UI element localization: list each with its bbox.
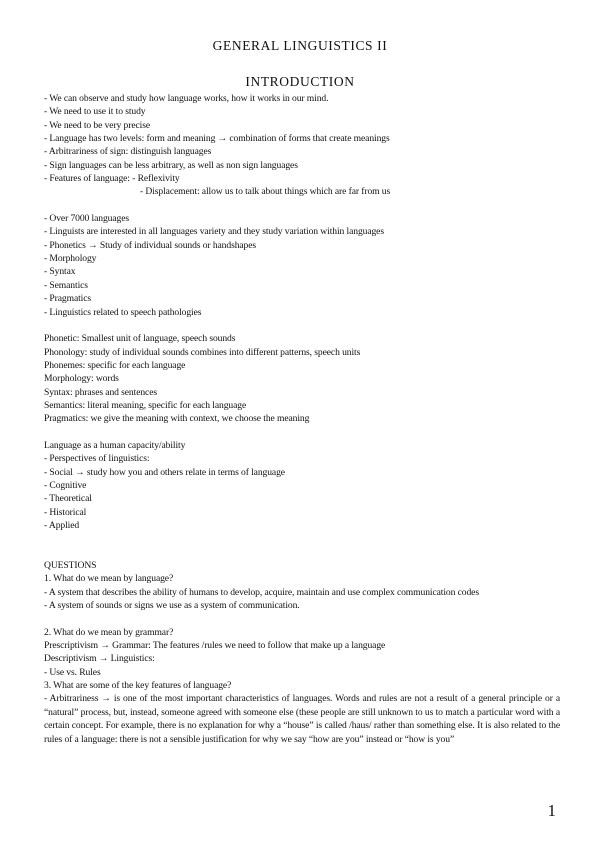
branch-line: - Semantics bbox=[44, 279, 88, 291]
spacer bbox=[44, 319, 560, 332]
branch-line: - Linguistics related to speech pathologies bbox=[44, 306, 202, 318]
definition-line: Phonemes: specific for each language bbox=[44, 359, 186, 371]
branch-line: - Morphology bbox=[44, 253, 97, 265]
definition-line: Morphology: words bbox=[44, 373, 119, 385]
capacity-line: - Historical bbox=[44, 506, 87, 518]
definition-line: Semantics: literal meaning, specific for each language bbox=[44, 399, 247, 411]
answer-line: Descriptivism → Linguistics: bbox=[44, 653, 155, 665]
definition-line: Syntax: phrases and sentences bbox=[44, 386, 157, 398]
questions-heading: QUESTIONS bbox=[44, 560, 97, 572]
definition-line: Phonology: study of individual sounds combines into different patterns, speech units bbox=[44, 346, 361, 358]
definition-line: Pragmatics: we give the meaning with context, we choose the meaning bbox=[44, 413, 310, 425]
branch-line: - Pragmatics bbox=[44, 293, 92, 305]
question-line: 3. What are some of the key features of language? bbox=[44, 680, 232, 692]
document-body bbox=[44, 92, 560, 746]
spacer bbox=[44, 532, 560, 559]
capacity-line: - Cognitive bbox=[44, 479, 87, 491]
capacity-line: - Perspectives of linguistics: bbox=[44, 453, 150, 465]
intro-line-indented: - Displacement: allow us to talk about things which are far from us bbox=[140, 186, 391, 198]
spacer bbox=[44, 426, 560, 439]
capacity-line: - Theoretical bbox=[44, 493, 92, 505]
branch-line: - Phonetics → Study of individual sounds or handshapes bbox=[44, 239, 257, 251]
spacer bbox=[44, 612, 560, 625]
intro-line: - Sign languages can be less arbitrary, as well as non sign languages bbox=[44, 159, 298, 171]
answer-line: - A system of sounds or signs we use as a system of communication. bbox=[44, 600, 300, 612]
intro-line: - Arbitrariness of sign: distinguish languages bbox=[44, 146, 212, 158]
capacity-line: Language as a human capacity/ability bbox=[44, 439, 186, 451]
question-line: 2. What do we mean by grammar? bbox=[44, 626, 174, 638]
intro-line: - Features of language: - Reflexivity bbox=[44, 173, 180, 185]
page-number: 1 bbox=[547, 801, 556, 820]
definition-line: Phonetic: Smallest unit of language, speech sounds bbox=[44, 333, 236, 345]
page-title: GENERAL LINGUISTICS II bbox=[212, 38, 388, 53]
answer-paragraph: - Arbitrariness → is one of the most important characteristics of languages. Words and rules are not a result of a general principle or a “natural” process, but, instead, someone agreed with someone else (these people are still unknown to us to match a particular word with a certain concept. For example, there is no explanation for why a “house” is called /haus/ rather than something else. It is also related to the rules of a language: there is not a sensible justification for why we say “how are you” instead or “how is you” bbox=[44, 693, 560, 745]
capacity-line: - Social → study how you and others relate in terms of language bbox=[44, 466, 285, 478]
answer-line: - Use vs. Rules bbox=[44, 666, 101, 678]
question-line: 1. What do we mean by language? bbox=[44, 573, 174, 585]
intro-line: - We need to use it to study bbox=[44, 106, 146, 118]
intro-line: - We need to be very precise bbox=[44, 119, 150, 131]
branch-line: - Over 7000 languages bbox=[44, 213, 130, 225]
branch-line: - Linguists are interested in all languages variety and they study variation within languages bbox=[44, 226, 384, 238]
answer-line: Prescriptivism → Grammar: The features /rules we need to follow that make up a language bbox=[44, 640, 386, 652]
branch-line: - Syntax bbox=[44, 266, 76, 278]
section-title: INTRODUCTION bbox=[245, 74, 355, 89]
capacity-line: - Applied bbox=[44, 520, 80, 531]
answer-line: - A system that describes the ability of humans to develop, acquire, maintain and use complex communication codes bbox=[44, 586, 479, 598]
spacer bbox=[44, 199, 560, 212]
intro-line: - Language has two levels: form and meaning → combination of forms that create meanings bbox=[44, 133, 390, 145]
intro-line: - We can observe and study how language works, how it works in our mind. bbox=[44, 93, 329, 104]
